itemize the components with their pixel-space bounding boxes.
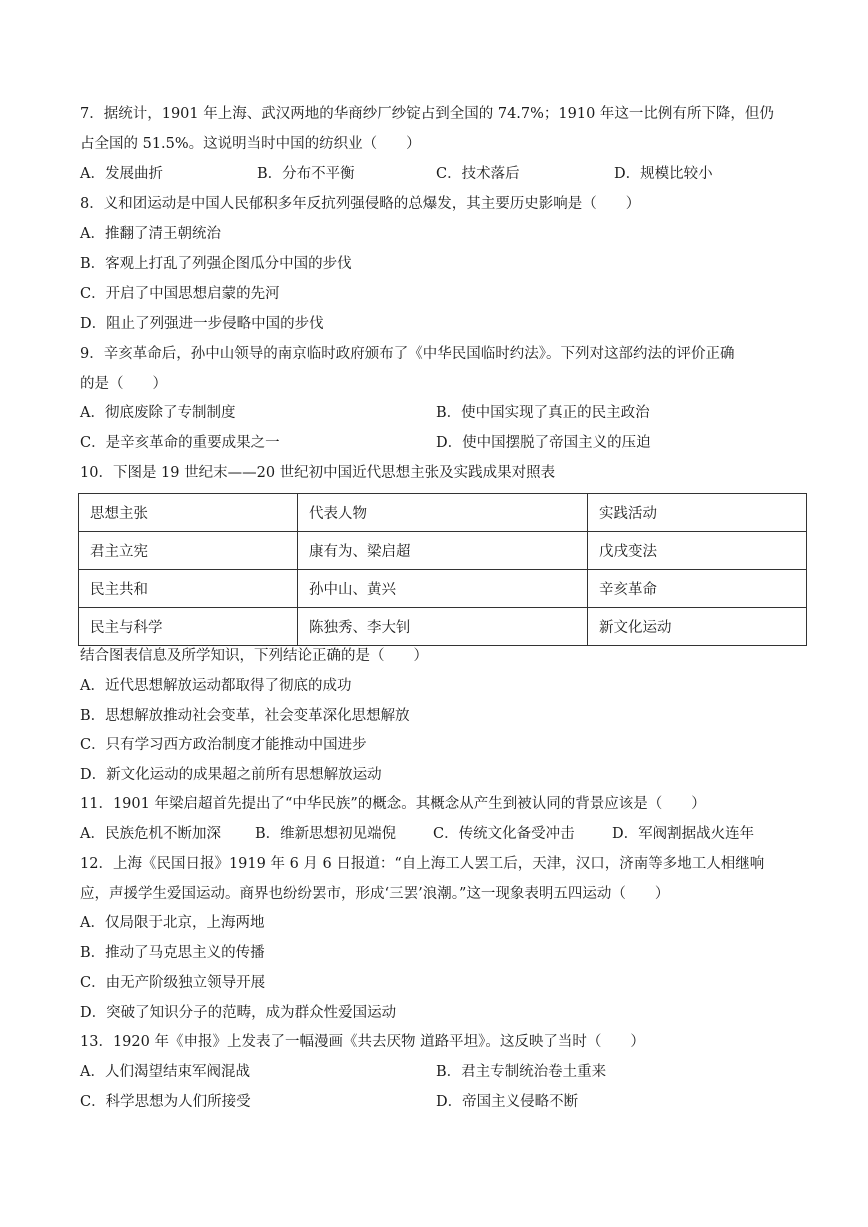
table-cell: 孙中山、黄兴 (298, 570, 588, 608)
q10-option-d: D．新文化运动的成果超之前所有思想解放运动 (80, 767, 382, 783)
q11-option-a: A．民族危机不断加深 (80, 826, 221, 842)
q10-prompt: 结合图表信息及所学知识，下列结论正确的是（ ） (80, 648, 428, 664)
table-header-cell: 思想主张 (79, 494, 298, 532)
table-header-cell: 代表人物 (298, 494, 588, 532)
comparison-table (78, 493, 807, 646)
q13-option-b: B．君主专制统治卷土重来 (436, 1064, 607, 1080)
q7-option-d: D．规模比较小 (614, 166, 713, 182)
q7-option-b: B．分布不平衡 (257, 166, 355, 182)
q8-stem: 8．义和团运动是中国人民郁积多年反抗列强侵略的总爆发，其主要历史影响是（ ） (80, 196, 641, 212)
q11-option-c: C．传统文化备受冲击 (433, 826, 575, 842)
q13-option-d: D．帝国主义侵略不断 (436, 1094, 579, 1110)
q10-option-c: C．只有学习西方政治制度才能推动中国进步 (80, 737, 367, 753)
table-cell: 民主与科学 (79, 608, 298, 646)
q13-option-c: C．科学思想为人们所接受 (80, 1094, 251, 1110)
q9-option-d: D．使中国摆脱了帝国主义的压迫 (436, 435, 651, 451)
table-cell: 君主立宪 (79, 532, 298, 570)
table-cell: 辛亥革命 (588, 570, 807, 608)
q8-option-a: A．推翻了清王朝统治 (80, 226, 221, 242)
q9-option-c: C．是辛亥革命的重要成果之一 (80, 435, 280, 451)
q11-option-b: B．维新思想初见端倪 (255, 826, 397, 842)
table-header-cell: 实践活动 (588, 494, 807, 532)
table-row (79, 570, 807, 608)
q7-option-c: C．技术落后 (436, 166, 520, 182)
q8-option-d: D．阻止了列强进一步侵略中国的步伐 (80, 316, 324, 332)
q10-stem: 10．下图是 19 世纪末——20 世纪初中国近代思想主张及实践成果对照表 (80, 465, 556, 481)
table-cell: 新文化运动 (588, 608, 807, 646)
q8-option-b: B．客观上打乱了列强企图瓜分中国的步伐 (80, 256, 352, 272)
table-cell: 陈独秀、李大钊 (298, 608, 588, 646)
q12-option-c: C．由无产阶级独立领导开展 (80, 975, 266, 991)
q7-stem-line-2: 占全国的 51.5%。这说明当时中国的纺织业（ ） (80, 136, 421, 152)
table-cell: 戊戌变法 (588, 532, 807, 570)
q7-stem-line-1: 7．据统计，1901 年上海、武汉两地的华商纱厂纱锭占到全国的 74.7%；1910 年这一比例有所下降，但仍 (80, 106, 774, 122)
q9-stem-line-1: 9．辛亥革命后，孙中山领导的南京临时政府颁布了《中华民国临时约法》。下列对这部约法的评价正确 (80, 346, 735, 362)
table-row (79, 532, 807, 570)
table-row (79, 608, 807, 646)
q12-option-b: B．推动了马克思主义的传播 (80, 945, 265, 961)
q9-stem-line-2: 的是（ ） (80, 376, 167, 392)
q8-option-c: C．开启了中国思想启蒙的先河 (80, 286, 280, 302)
q12-option-a: A．仅局限于北京，上海两地 (80, 915, 265, 931)
table-header-row (79, 494, 807, 532)
q13-stem: 13．1920 年《申报》上发表了一幅漫画《共去厌物 道路平坦》。这反映了当时（ ） (80, 1034, 645, 1050)
q9-option-b: B．使中国实现了真正的民主政治 (436, 405, 650, 421)
q13-option-a: A．人们渴望结束军阀混战 (80, 1064, 250, 1080)
q11-stem: 11．1901 年梁启超首先提出了“中华民族”的概念。其概念从产生到被认同的背景应该是（ ） (80, 796, 706, 812)
q7-option-a: A．发展曲折 (80, 166, 163, 182)
table-cell: 民主共和 (79, 570, 298, 608)
q10-option-a: A．近代思想解放运动都取得了彻底的成功 (80, 678, 352, 694)
table-cell: 康有为、梁启超 (298, 532, 588, 570)
q12-stem-line-2: 应，声援学生爱国运动。商界也纷纷罢市，形成‘三罢’浪潮。”这一现象表明五四运动（ ） (80, 886, 670, 902)
q12-stem-line-1: 12．上海《民国日报》1919 年 6 月 6 日报道：“自上海工人罢工后，天津，汉口，济南等多地工人相继响 (80, 856, 765, 872)
q9-option-a: A．彻底废除了专制制度 (80, 405, 236, 421)
q11-option-d: D．军阀割据战火连年 (612, 826, 755, 842)
q10-option-b: B．思想解放推动社会变革，社会变革深化思想解放 (80, 708, 410, 724)
q12-option-d: D．突破了知识分子的范畴，成为群众性爱国运动 (80, 1005, 397, 1021)
